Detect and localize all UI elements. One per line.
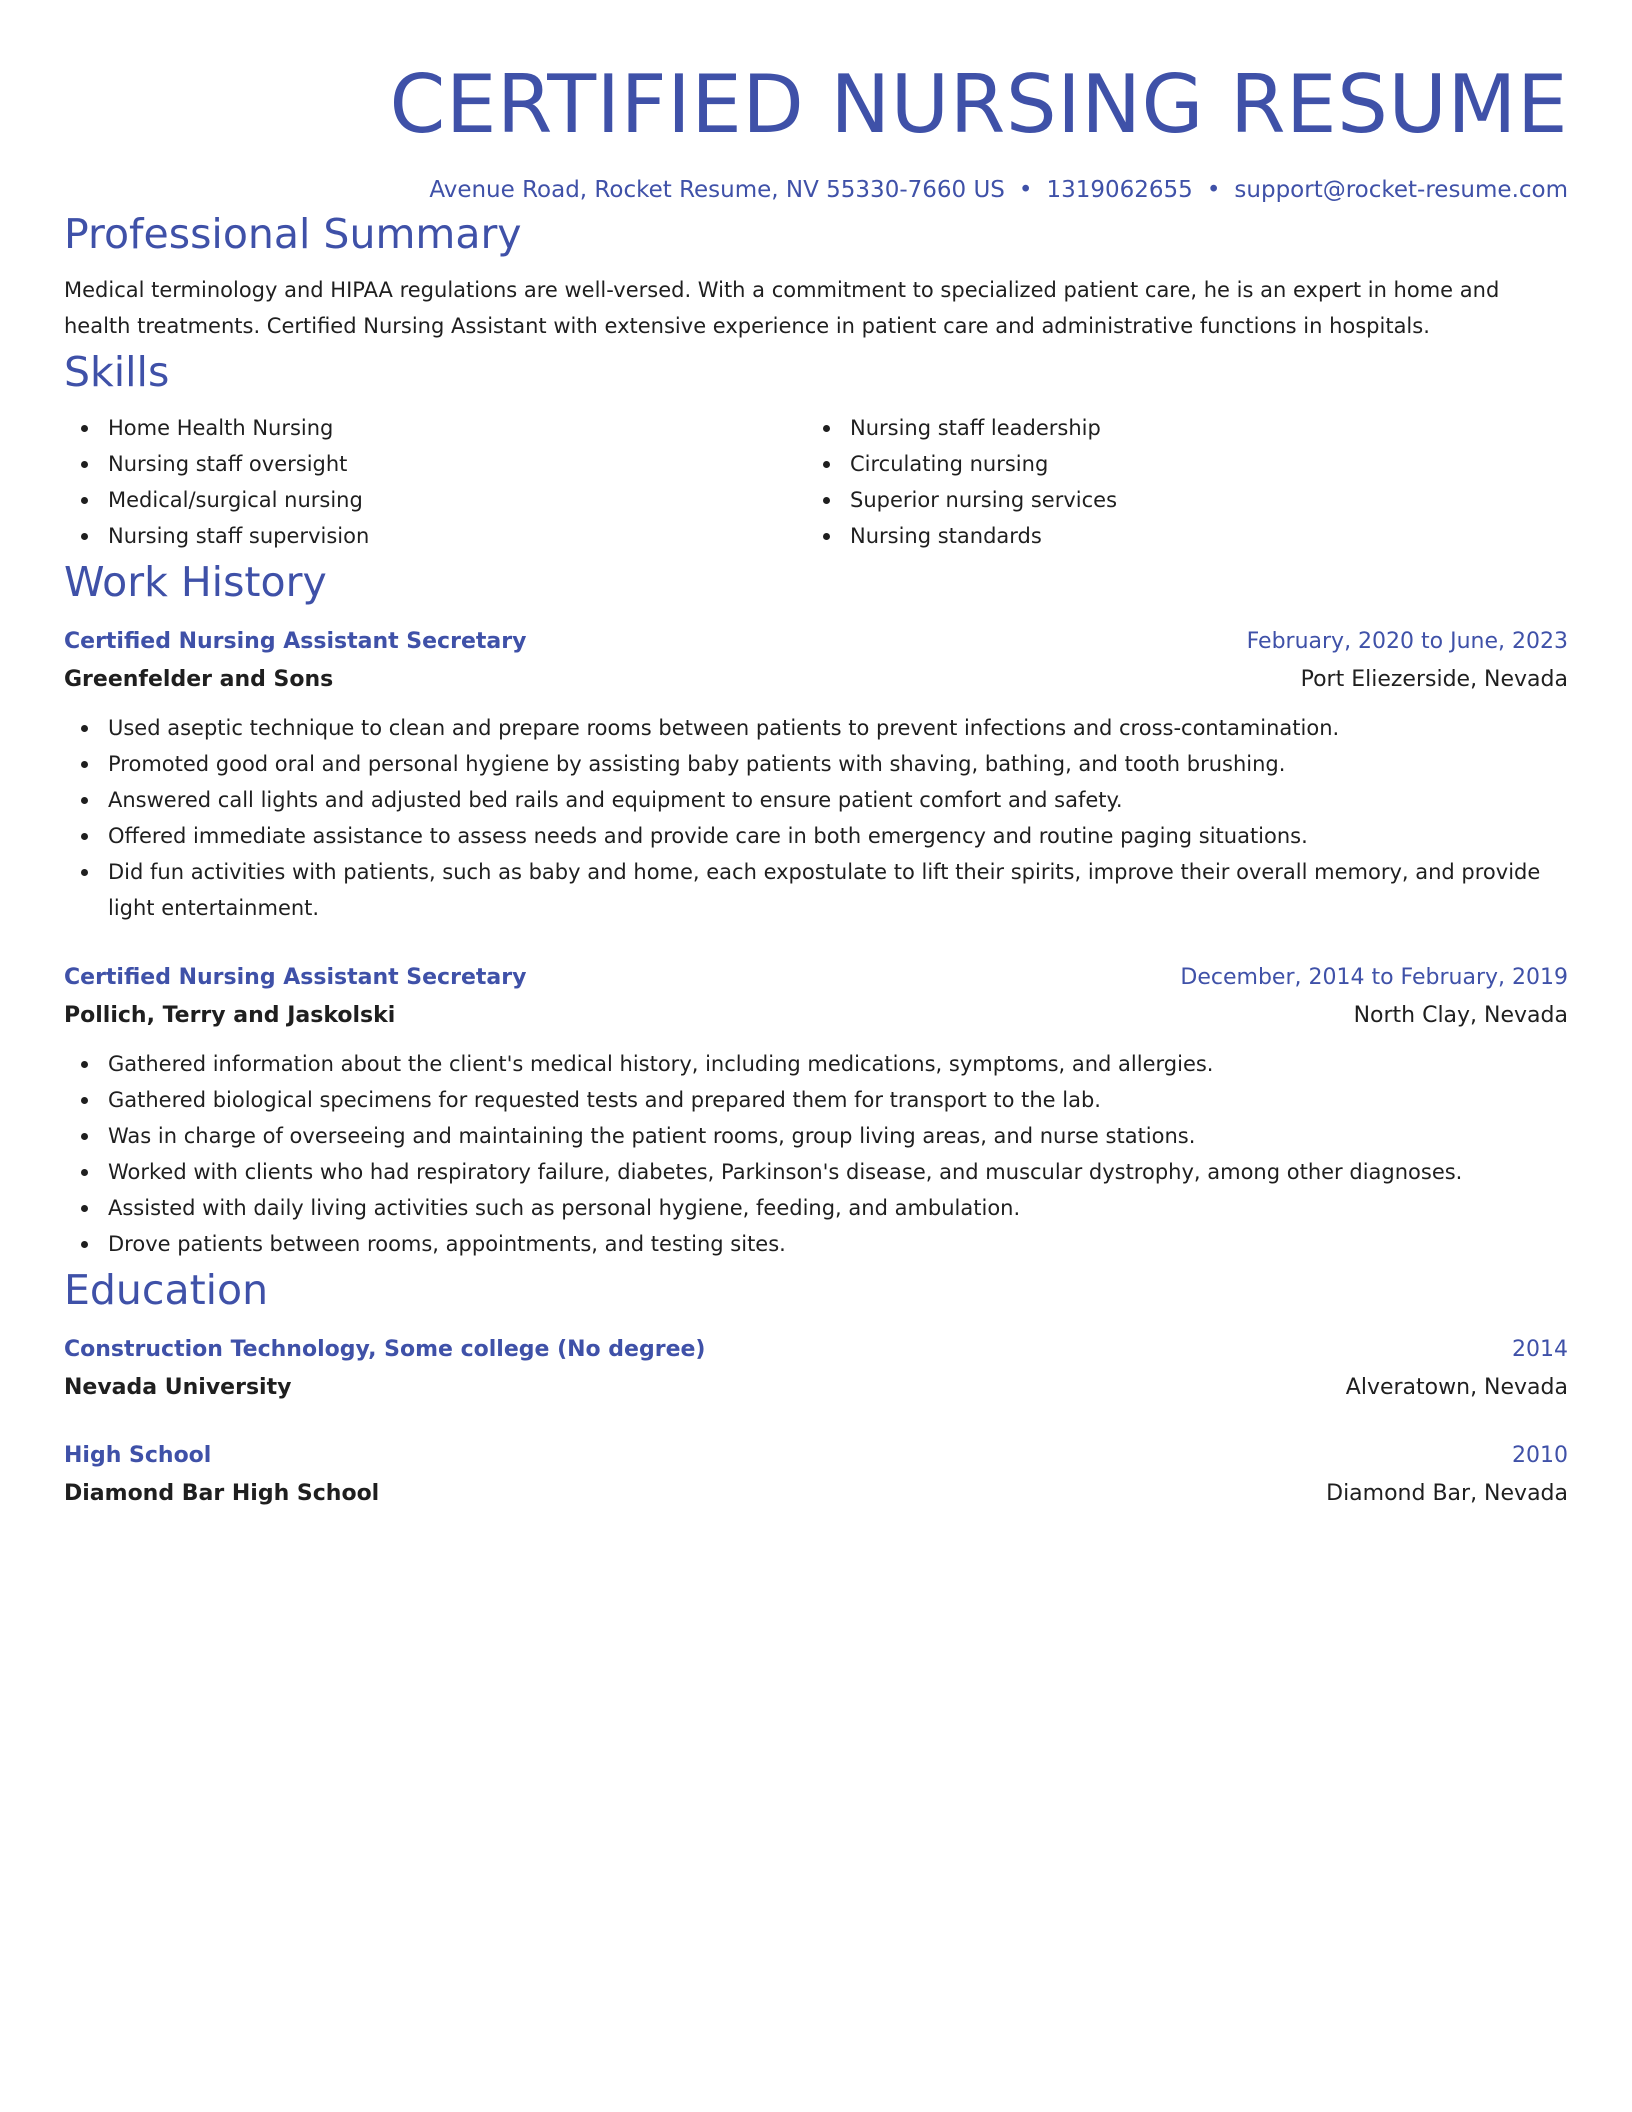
skills-heading: Skills [64, 348, 170, 396]
resume-title: CERTIFIED NURSING RESUME [389, 58, 1568, 151]
education-degree-row [64, 1332, 1568, 1368]
job-dates: December, 2014 to February, 2019 [1180, 965, 1568, 990]
contact-address: Avenue Road, Rocket Resume, NV 55330-7660 US [429, 177, 1005, 203]
skill-item: Nursing standards [806, 518, 1548, 554]
education-entry [64, 1332, 1568, 1408]
skills-column-left [64, 410, 806, 554]
job-employer-row [64, 996, 1568, 1036]
job-dates: February, 2020 to June, 2023 [1246, 629, 1568, 654]
job-entry [64, 624, 1568, 926]
contact-line [64, 174, 1568, 206]
education-entry [64, 1438, 1568, 1514]
job-bullet: Gathered information about the client's medical history, including medications, symptoms, and allergies. [64, 1046, 1568, 1082]
job-title-row [64, 960, 1568, 996]
education-school-row [64, 1474, 1568, 1514]
education-school-row [64, 1368, 1568, 1408]
contact-separator: • [1018, 177, 1033, 203]
skills-list [64, 410, 1568, 554]
skills-column-right [806, 410, 1548, 554]
education-degree: High School [64, 1443, 212, 1468]
education-location: Diamond Bar, Nevada [1326, 1481, 1568, 1506]
job-bullet: Offered immediate assistance to assess needs and provide care in both emergency and routine paging situations. [64, 818, 1568, 854]
education-year: 2014 [1512, 1337, 1568, 1362]
summary-heading: Professional Summary [64, 210, 522, 258]
job-title-row [64, 624, 1568, 660]
job-location: Port Eliezerside, Nevada [1300, 667, 1568, 692]
job-bullets [64, 710, 1568, 926]
job-bullet: Was in charge of overseeing and maintaining the patient rooms, group living areas, and nurse stations. [64, 1118, 1568, 1154]
job-bullet: Used aseptic technique to clean and prepare rooms between patients to prevent infections and cross-contamination. [64, 710, 1568, 746]
job-employer-row [64, 660, 1568, 700]
summary-text: Medical terminology and HIPAA regulations are well-versed. With a commitment to specialized patient care, he is an expert in home and health treatments. Certified Nursing Assistant with extensive experience in patient care and administrative functions in hospitals. [64, 278, 1500, 338]
education-location: Alveratown, Nevada [1345, 1375, 1568, 1400]
job-bullet: Answered call lights and adjusted bed rails and equipment to ensure patient comfort and safety. [64, 782, 1568, 818]
resume-header [64, 0, 1568, 206]
skill-item: Nursing staff oversight [64, 446, 806, 482]
job-employer: Greenfelder and Sons [64, 667, 334, 692]
contact-separator: • [1206, 177, 1221, 203]
skill-item: Medical/surgical nursing [64, 482, 806, 518]
job-bullet: Promoted good oral and personal hygiene by assisting baby patients with shaving, bathing, and tooth brushing. [64, 746, 1568, 782]
job-bullet: Assisted with daily living activities such as personal hygiene, feeding, and ambulation. [64, 1190, 1568, 1226]
contact-email: support@rocket-resume.com [1234, 177, 1568, 203]
job-role: Certified Nursing Assistant Secretary [64, 965, 527, 990]
job-location: North Clay, Nevada [1353, 1003, 1568, 1028]
job-bullet: Did fun activities with patients, such as baby and home, each expostulate to lift their spirits, improve their overall memory, and provide light entertainment. [64, 854, 1568, 926]
job-bullet: Drove patients between rooms, appointments, and testing sites. [64, 1226, 1568, 1262]
skill-item: Nursing staff supervision [64, 518, 806, 554]
skill-item: Superior nursing services [806, 482, 1548, 518]
contact-phone: 1319062655 [1046, 177, 1193, 203]
job-bullet: Worked with clients who had respiratory failure, diabetes, Parkinson's disease, and muscular dystrophy, among other diagnoses. [64, 1154, 1568, 1190]
skill-item: Nursing staff leadership [806, 410, 1548, 446]
education-school: Diamond Bar High School [64, 1481, 380, 1506]
job-entry [64, 960, 1568, 1262]
education-year: 2010 [1512, 1443, 1568, 1468]
work-history-heading: Work History [64, 558, 327, 606]
job-employer: Pollich, Terry and Jaskolski [64, 1003, 396, 1028]
job-bullets [64, 1046, 1568, 1262]
job-bullet: Gathered biological specimens for requested tests and prepared them for transport to the lab. [64, 1082, 1568, 1118]
education-school: Nevada University [64, 1375, 292, 1400]
education-degree-row [64, 1438, 1568, 1474]
job-role: Certified Nursing Assistant Secretary [64, 629, 527, 654]
skill-item: Home Health Nursing [64, 410, 806, 446]
education-degree: Construction Technology, Some college (No degree) [64, 1337, 706, 1362]
resume-page [64, 0, 1568, 1514]
education-heading: Education [64, 1266, 269, 1314]
skill-item: Circulating nursing [806, 446, 1548, 482]
